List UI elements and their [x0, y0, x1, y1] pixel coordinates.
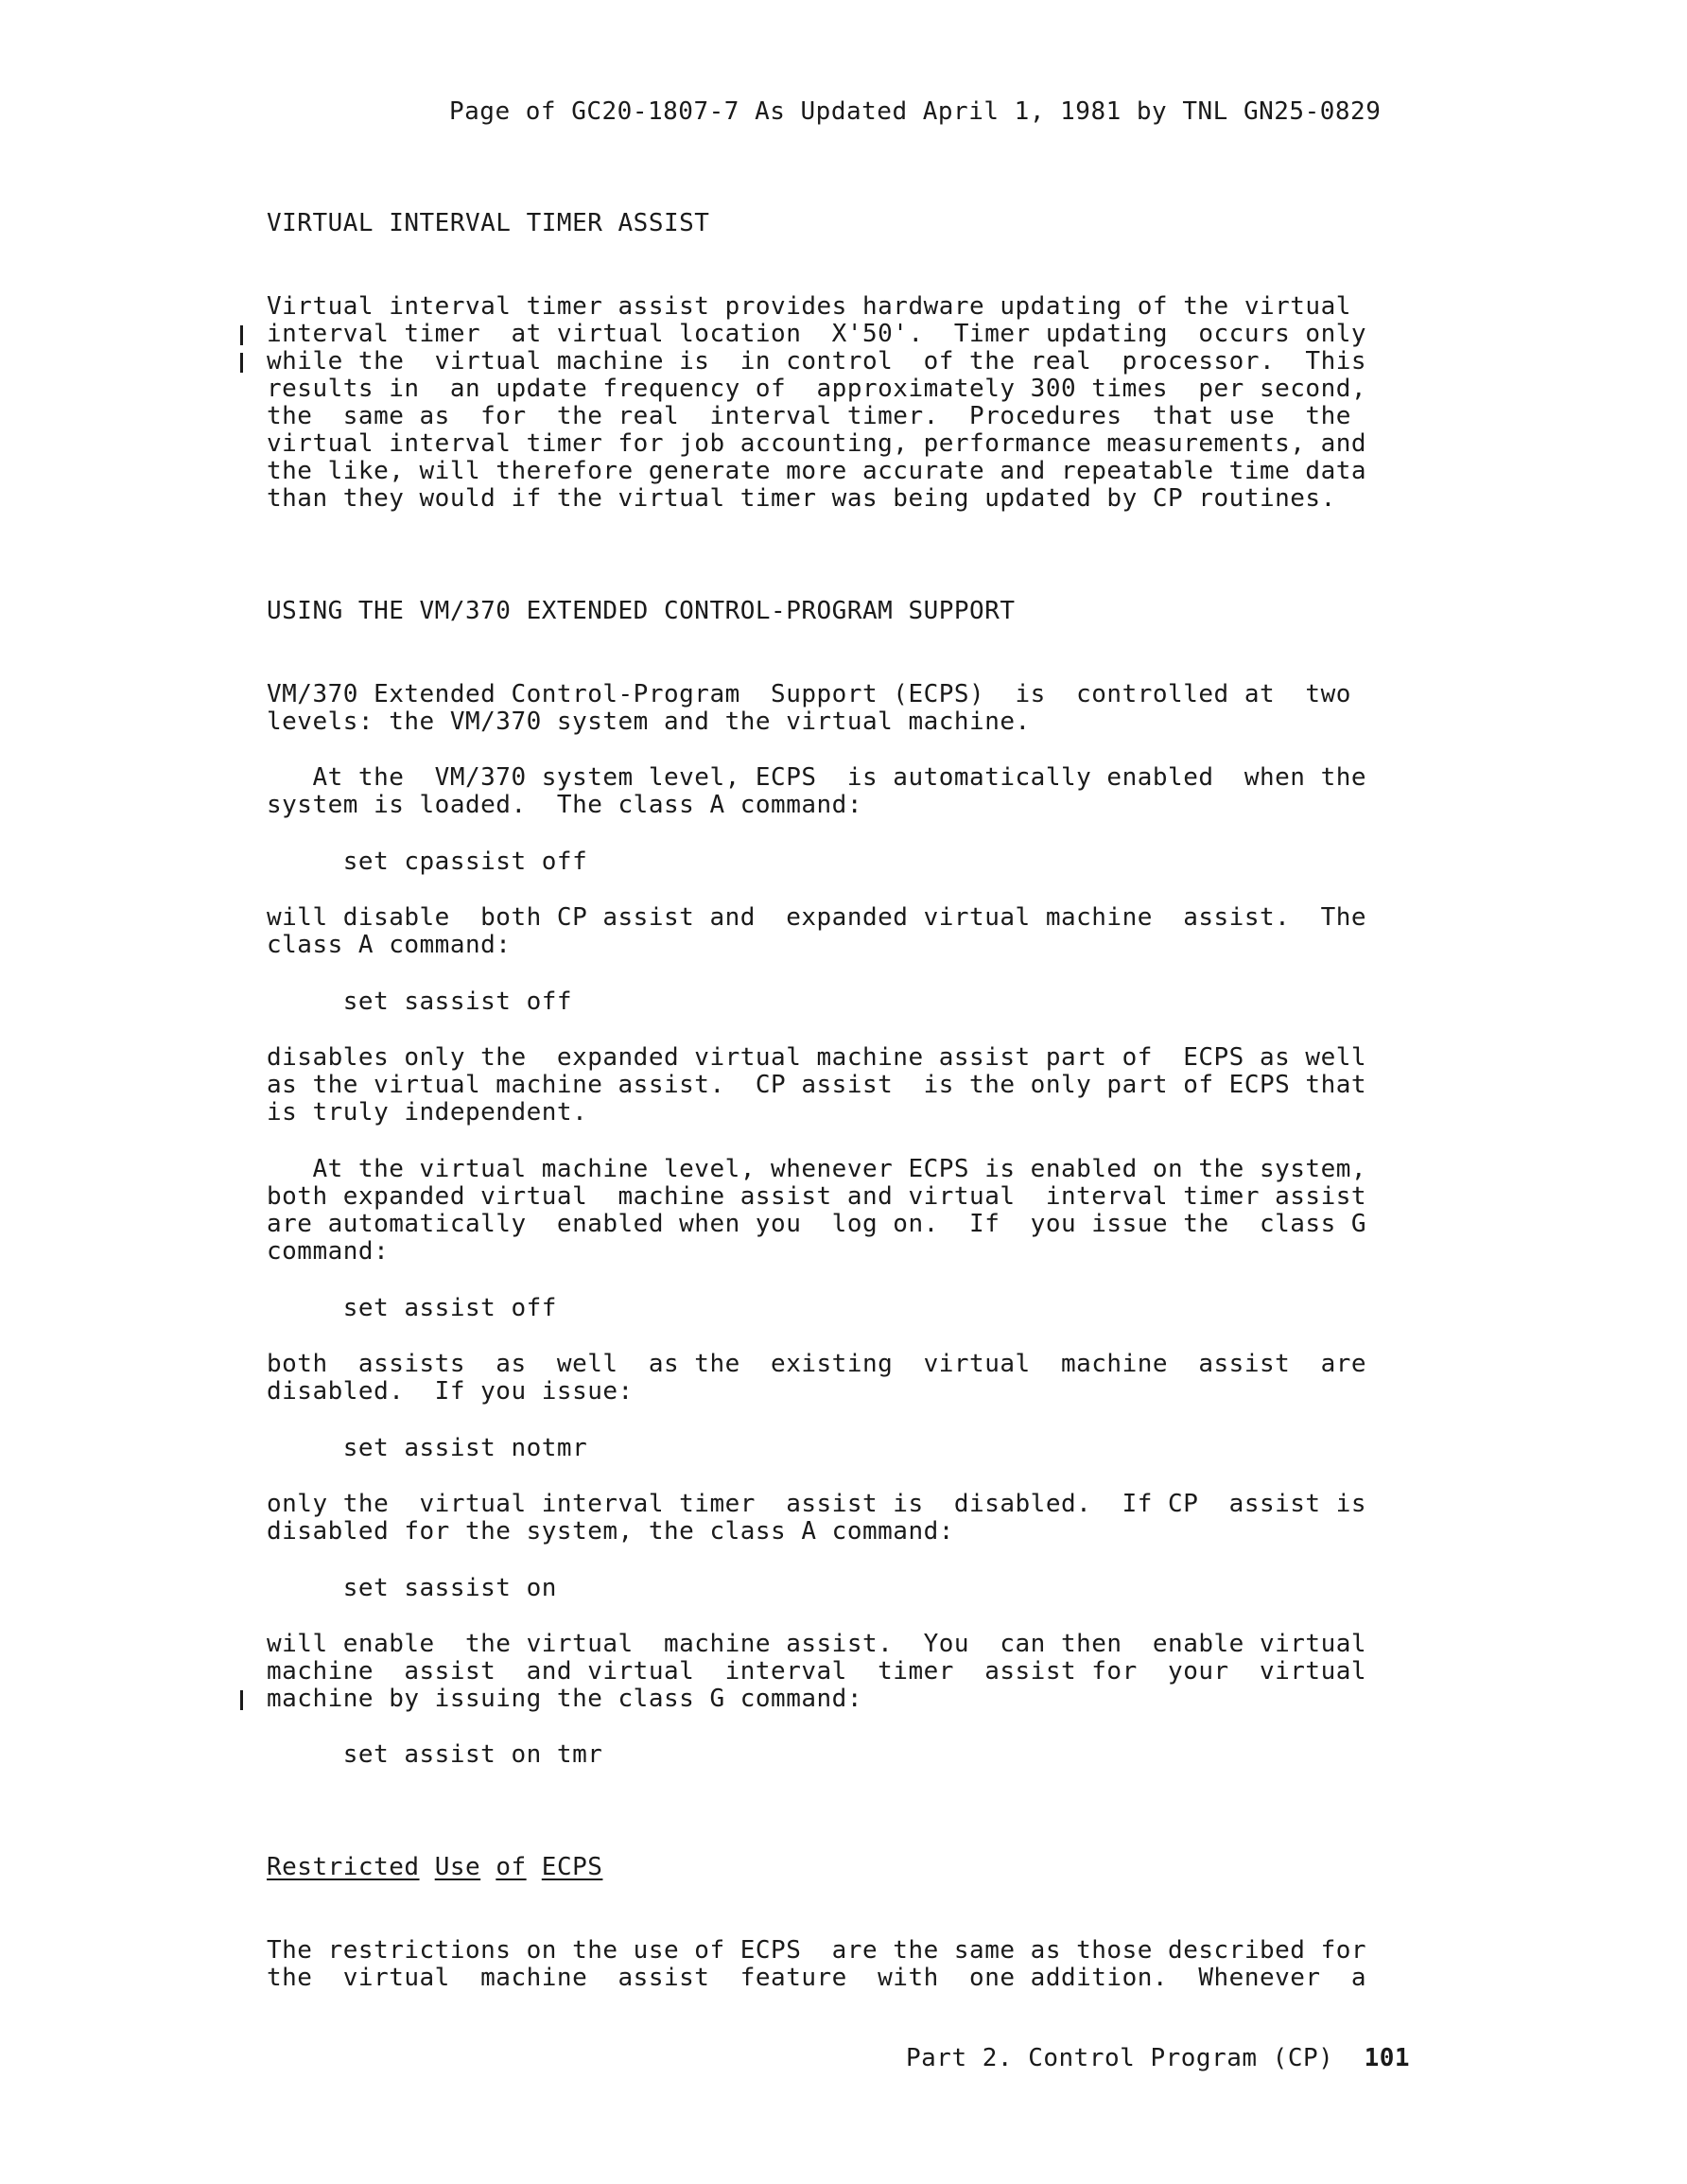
command-line: set sassist off: [267, 987, 573, 1016]
para-line: VM/370 Extended Control-Program Support (ECPS) is controlled at two: [267, 680, 1351, 708]
heading-word: Use: [434, 1853, 481, 1881]
para-line: results in an update frequency of approximately 300 times per second,: [267, 375, 1367, 403]
page-number: 101: [1364, 2044, 1411, 2072]
section-heading-using-ecps: USING THE VM/370 EXTENDED CONTROL-PROGRAM SUPPORT: [267, 597, 1016, 625]
para-line: Virtual interval timer assist provides hardware updating of the virtual: [267, 292, 1351, 321]
para-line: both expanded virtual machine assist and virtual interval timer assist: [267, 1182, 1367, 1211]
para-line: system is loaded. The class A command:: [267, 791, 862, 819]
change-bar: [240, 325, 243, 345]
para-line: the like, will therefore generate more accurate and repeatable time data: [267, 457, 1367, 485]
para-line: disabled for the system, the class A command:: [267, 1517, 954, 1546]
command-line: set assist off: [267, 1294, 557, 1322]
change-bar: [240, 1690, 243, 1710]
para-line: the same as for the real interval timer. Procedures that use the: [267, 402, 1351, 430]
command-line: set cpassist off: [267, 847, 588, 876]
command-line: set sassist on: [267, 1574, 557, 1602]
para-line: command:: [267, 1237, 390, 1266]
para-line: disables only the expanded virtual machine assist part of ECPS as well: [267, 1043, 1367, 1072]
heading-word: ECPS: [541, 1853, 603, 1881]
para-line: interval timer at virtual location X'50'. Timer updating occurs only: [267, 320, 1367, 348]
para-line: than they would if the virtual timer was being updated by CP routines.: [267, 484, 1336, 513]
para-line: as the virtual machine assist. CP assist is the only part of ECPS that: [267, 1071, 1367, 1099]
para-line: At the VM/370 system level, ECPS is automatically enabled when the: [267, 763, 1367, 792]
para-line: The restrictions on the use of ECPS are the same as those described for: [267, 1936, 1367, 1965]
para-line: the virtual machine assist feature with one addition. Whenever a: [267, 1964, 1367, 1992]
para-line: both assists as well as the existing virtual machine assist are: [267, 1350, 1367, 1378]
subsection-heading-restricted-use-of-ecps: [267, 1854, 602, 1881]
para-line: levels: the VM/370 system and the virtual machine.: [267, 708, 1031, 736]
para-line: will disable both CP assist and expanded virtual machine assist. The: [267, 903, 1367, 932]
command-line: set assist notmr: [267, 1434, 588, 1462]
para-line: are automatically enabled when you log on. If you issue the class G: [267, 1210, 1367, 1238]
para-line: machine assist and virtual interval timer assist for your virtual: [267, 1657, 1367, 1686]
para-line: only the virtual interval timer assist is disabled. If CP assist is: [267, 1490, 1367, 1518]
para-line: while the virtual machine is in control of the real processor. This: [267, 347, 1367, 376]
para-line: class A command:: [267, 931, 512, 959]
para-line: At the virtual machine level, whenever ECPS is enabled on the system,: [267, 1155, 1367, 1183]
para-line: machine by issuing the class G command:: [267, 1685, 862, 1713]
heading-word: of: [496, 1853, 527, 1881]
footer-title: Part 2. Control Program (CP): [906, 2044, 1334, 2072]
section-heading-virtual-interval-timer-assist: VIRTUAL INTERVAL TIMER ASSIST: [267, 209, 710, 237]
change-bar: [240, 353, 243, 373]
para-line: will enable the virtual machine assist. You can then enable virtual: [267, 1630, 1367, 1658]
command-line: set assist on tmr: [267, 1740, 603, 1769]
para-line: is truly independent.: [267, 1098, 588, 1127]
page-footer: [906, 2045, 1410, 2072]
para-line: disabled. If you issue:: [267, 1377, 634, 1406]
running-header: Page of GC20-1807-7 As Updated April 1, 1981 by TNL GN25-0829: [449, 97, 1382, 126]
para-line: virtual interval timer for job accounting, performance measurements, and: [267, 429, 1367, 458]
heading-word: Restricted: [267, 1853, 420, 1881]
